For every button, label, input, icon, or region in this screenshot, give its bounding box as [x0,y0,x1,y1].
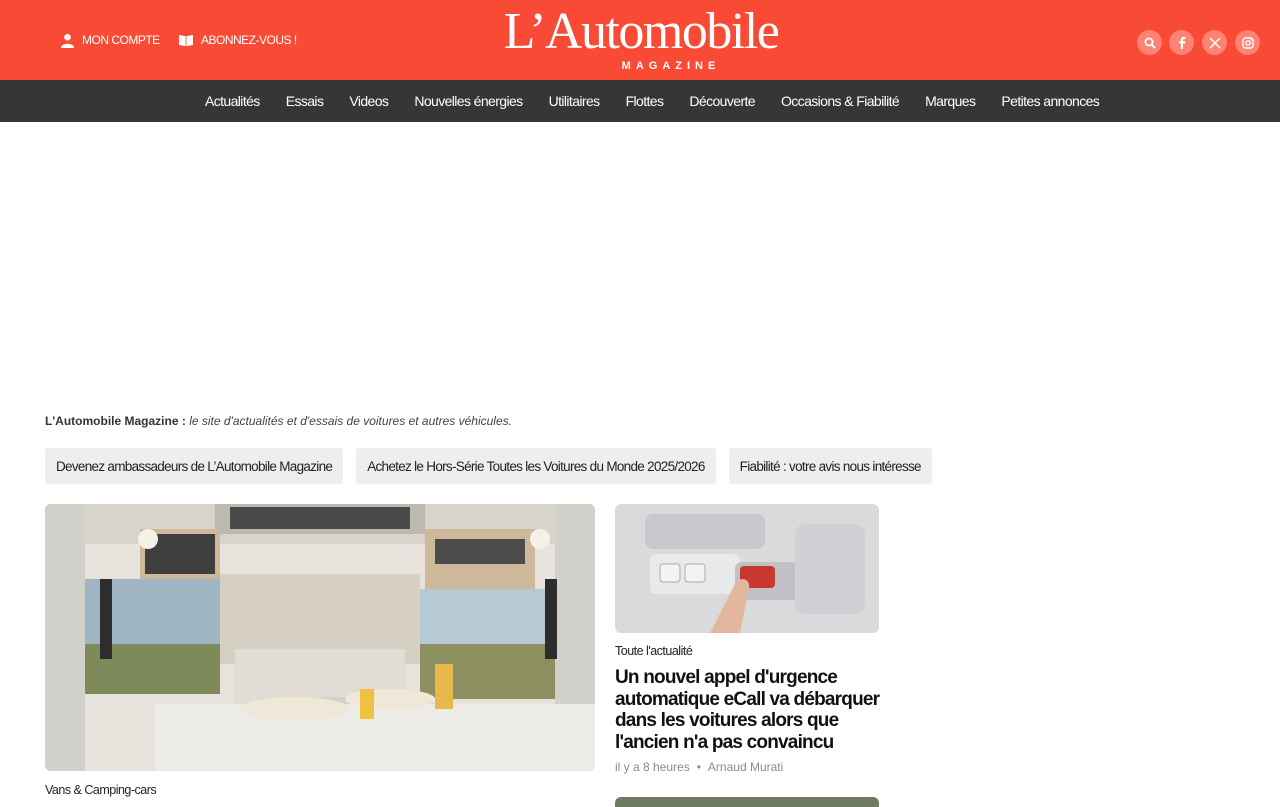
x-icon [1209,37,1221,49]
hero-article-image[interactable] [45,504,595,771]
site-tagline [45,414,512,428]
site-header [0,0,1280,80]
nav-item-utilitaires[interactable]: Utilitaires [548,93,600,109]
nav-item-occasions-fiabilite[interactable]: Occasions & Fiabilité [780,93,900,109]
promo-links [45,448,945,484]
promo-link-ambassadeurs[interactable]: Devenez ambassadeurs de L’Automobile Magazine [45,448,343,484]
tagline-text: le site d'actualités et d'essais de voitures et autres véhicules. [189,414,512,428]
x-link[interactable] [1202,30,1227,55]
promo-link-fiabilite[interactable]: Fiabilité : votre avis nous intéresse [729,448,932,484]
nav-item-videos[interactable]: Videos [349,93,389,109]
meta-separator: • [696,760,701,774]
nav-item-flottes[interactable]: Flottes [625,93,664,109]
article-card-time: il y a 8 heures [615,760,690,774]
facebook-link[interactable] [1169,30,1194,55]
article-card-meta [615,760,783,774]
nav-item-decouverte[interactable]: Découverte [689,93,755,109]
my-account-label: MON COMPTE [82,33,160,47]
next-article-image[interactable] [615,797,879,807]
logo-sub-text: MAGAZINE [621,60,721,72]
nav-item-petites-annonces[interactable]: Petites annonces [1001,93,1100,109]
nav-item-essais[interactable]: Essais [285,93,324,109]
user-icon [60,33,75,48]
tagline-brand: L'Automobile Magazine : [45,414,186,428]
logo-main-text: L’Automobile [503,3,779,60]
facebook-icon [1178,36,1186,49]
article-card-image[interactable] [615,504,879,633]
main-navigation [0,80,1280,122]
article-card-author[interactable]: Arnaud Murati [707,760,784,774]
nav-item-actualites[interactable]: Actualités [205,93,260,109]
search-icon [1144,37,1156,49]
my-account-link[interactable] [60,31,160,49]
ecall-button-image [615,504,879,633]
subscribe-link[interactable] [178,31,297,49]
instagram-icon [1242,37,1254,49]
search-button[interactable] [1137,30,1162,55]
nav-list [205,80,1125,122]
subscribe-label: ABONNEZ-VOUS ! [201,33,297,47]
hero-article-category[interactable]: Vans & Camping-cars [45,783,157,797]
article-card-category[interactable]: Toute l'actualité [615,644,693,658]
site-logo[interactable] [493,4,789,76]
book-icon [178,34,194,47]
promo-link-hors-serie[interactable]: Achetez le Hors-Série Toutes les Voitures du Monde 2025/2026 [356,448,715,484]
nav-item-marques[interactable]: Marques [925,93,976,109]
nav-item-nouvelles-energies[interactable]: Nouvelles énergies [414,93,523,109]
article-card-title[interactable]: Un nouvel appel d'urgence automatique eCall va débarquer dans les voitures alors que l'ancien n'a pas convaincu [615,667,880,753]
instagram-link[interactable] [1235,30,1260,55]
camper-interior-image [45,504,595,771]
